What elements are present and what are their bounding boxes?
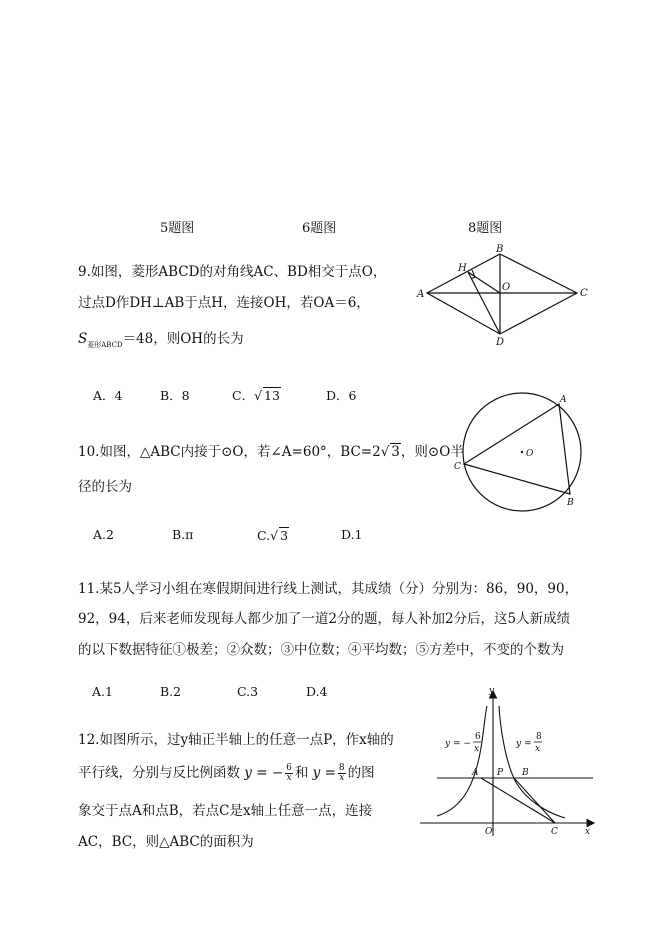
q10-option-d: D.1: [341, 527, 363, 542]
segment-bc: [514, 778, 555, 823]
label-c: C: [454, 462, 461, 472]
label-c: C: [551, 827, 558, 837]
label-o: O: [502, 282, 511, 293]
q9-option-a: A．4: [93, 388, 123, 403]
curve-right: [499, 706, 565, 818]
right-equation: y =: [516, 739, 532, 749]
caption-fig5: 5题图: [160, 221, 195, 236]
caption-fig8: 8题图: [468, 221, 503, 236]
label-a: A: [472, 768, 479, 778]
q10-line1: 10.如图，△ABC内接于⊙O，若∠A=60°，BC=2√ 3，则⊙O半: [78, 444, 464, 460]
label-o: O: [485, 827, 493, 837]
center-dot: [521, 451, 523, 453]
q12-line2: 平行线，分别与反比例函数 y = − $\frac{6}{x}$ 和 y = $\frac{8}{x}$ 的图: [78, 763, 375, 783]
circle-figure: [450, 392, 600, 517]
q11-option-c: C.3: [237, 684, 259, 699]
q11-line1: 11.某5人学习小组在寒假期间进行线上测试，其成绩（分）分别为：86，90，90，: [78, 581, 579, 597]
label-p: P: [497, 768, 504, 778]
q12-line1: 12.如图所示，过y轴正半轴上的任意一点P，作x轴的: [78, 732, 394, 748]
label-c: C: [580, 288, 588, 299]
function-graph: [415, 684, 605, 840]
q9-option-d: D．6: [326, 388, 357, 403]
q10-option-c: C.√ 3: [257, 528, 289, 543]
caption-fig6: 6题图: [302, 221, 337, 236]
left-num: 6: [475, 732, 481, 742]
q9-line1: 9.如图，菱形ABCD的对角线AC、BD相交于点O，: [78, 264, 387, 280]
y-axis-label: y: [489, 686, 495, 696]
label-b: B: [522, 768, 529, 778]
q11-line3: 的以下数据特征①极差；②众数；③中位数；④平均数；⑤方差中，不变的个数为: [78, 642, 564, 658]
label-b: B: [567, 498, 574, 508]
q10-line2: 径的长为: [78, 479, 132, 495]
q11-option-b: B.2: [160, 684, 182, 699]
q9-line3: $S_{菱形ABCD}=48$，则OH的长为: [78, 331, 244, 349]
label-a: A: [417, 289, 425, 300]
q11-option-a: A.1: [92, 684, 113, 699]
q9-line2: 过点D作DH⊥AB于点H，连接OH，若OA＝6，: [78, 295, 370, 311]
label-d: D: [496, 337, 505, 347]
left-den: x: [474, 744, 480, 754]
label-a: A: [560, 395, 567, 405]
label-o: O: [526, 449, 534, 459]
rhombus-abcd: [427, 254, 577, 334]
triangle-abc: [464, 404, 570, 494]
q11-option-d: D.4: [306, 684, 328, 699]
x-axis-label: x: [585, 827, 591, 837]
q9-option-b: B．8: [160, 388, 190, 403]
q10-option-b: B.π: [172, 527, 194, 542]
right-den: x: [535, 744, 541, 754]
left-equation: y = −: [445, 739, 471, 749]
curve-left: [437, 706, 487, 816]
q12-line4: AC，BC，则△ABC的面积为: [78, 834, 254, 850]
label-b: B: [496, 244, 504, 255]
right-num: 8: [536, 732, 542, 742]
rhombus-figure: [415, 242, 590, 347]
q12-line3: 象交于点A和点B，若点C是x轴上任意一点，连接: [78, 803, 373, 819]
q11-line2: 92，94，后来老师发现每人都少加了一道2分的题，每人补加2分后，这5人新成绩: [78, 611, 571, 627]
q10-option-a: A.2: [93, 527, 114, 542]
q9-option-c: C．√ 13: [232, 388, 280, 403]
label-h: H: [458, 263, 467, 274]
